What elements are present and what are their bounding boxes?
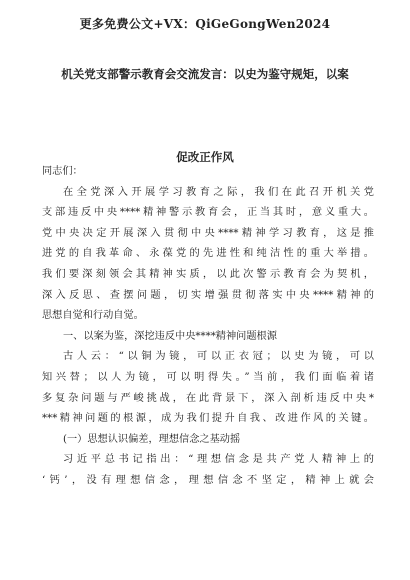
section-heading: 一、以案为鉴，深挖违反中央****精神问题根源 [63, 330, 277, 342]
paragraph-line: 我们要深刻领会其精神实质，以此次警示教育会为契机， [42, 268, 374, 280]
paragraph-line: 知兴替；以人为镜，可以明得失。”当前，我们面临着诸 [42, 371, 374, 383]
paragraph-line: ‘钙’，没有理想信念，理想信念不坚定，精神上就会 [42, 474, 374, 486]
document-title-line-1: 机关党支部警示教育会交流发言：以史为鉴守规矩，以案 [61, 67, 349, 81]
paragraph-line: 在全党深入开展学习教育之际，我们在此召开机关党 [63, 186, 374, 198]
document-body [42, 160, 374, 492]
paragraph-line: 思想自觉和行动自觉。 [42, 310, 144, 322]
subsection-heading: (一）思想认识偏差，理想信念之基动摇 [63, 433, 241, 445]
paragraph-line: ***精神问题的根源，成为我们提升自我、改进作风的关键。 [42, 413, 374, 425]
paragraph-line: 古人云：“以铜为镜，可以正衣冠；以史为镜，可以 [63, 351, 374, 363]
promo-header: 更多免费公文+VX：QiGeGongWen2024 [79, 17, 331, 31]
paragraph-line: 进党的自我革命、永葆党的先进性和纯洁性的重大举措。 [42, 248, 374, 260]
document-title-line-2: 促改正作风 [176, 150, 234, 164]
paragraph-line: 习近平总书记指出：“理想信念是共产党人精神上的 [63, 454, 374, 466]
salutation: 同志们： [42, 166, 83, 177]
paragraph-line: 党中央决定开展深入贯彻中央****精神学习教育，这是推 [42, 227, 374, 239]
paragraph-line: 支部违反中央****精神警示教育会，正当其时，意义重大。 [42, 207, 374, 219]
paragraph-line: 多复杂问题与严峻挑战，在此背景下，深入剖析违反中央* [42, 392, 374, 404]
paragraph-line: 深入反思、查摆问题，切实增强贯彻落实中央****精神的 [42, 289, 374, 301]
